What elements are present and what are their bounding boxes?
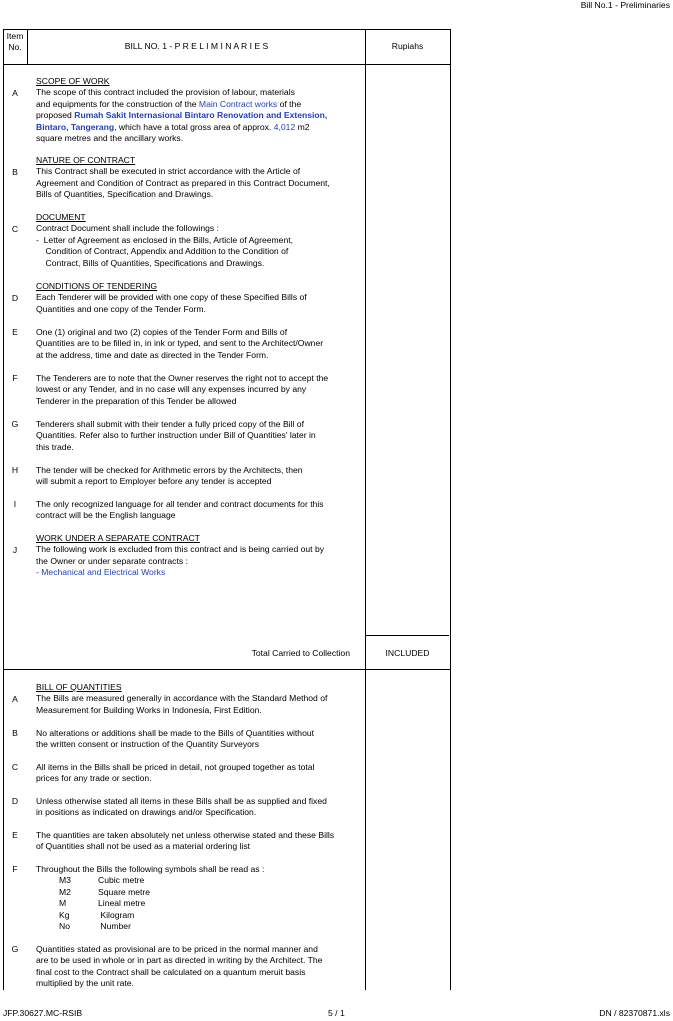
item-letter: B (12, 728, 18, 738)
clause-heading: DOCUMENT (36, 212, 86, 222)
table-top-rule (3, 29, 450, 30)
clause-bill-of-quantities: BILL OF QUANTITIES The Bills are measured generally in accordance with the Standard Method of Measurement for Building Works in Indonesia, First Edition. (36, 682, 356, 716)
excluded-work-item: - Mechanical and Electrical Works (36, 567, 166, 578)
clause-heading: NATURE OF CONTRACT (36, 155, 136, 165)
project-name: Rumah Sakit Internasional Bintaro Renovation and Extension, (74, 110, 328, 121)
item-letter: D (11, 796, 19, 806)
footer-file-ref: DN / 82370871.xls (599, 1008, 670, 1018)
symbol-row: No Number (59, 920, 131, 931)
clause-separate-contract: WORK UNDER A SEPARATE CONTRACT The following work is excluded from this contract and is being carried out by the Owner or under separate contracts : - Mechanical and Electrical Works (36, 533, 356, 579)
symbol-row: M3 Cubic metre (59, 875, 145, 886)
section-divider-rule (3, 669, 450, 670)
clause-nature-of-contract: NATURE OF CONTRACT This Contract shall be executed in strict accordance with the Article of Agreement and Condition of Contract as prepared in this Contract Document, Bills of Quantities, Specification and Drawings. (36, 155, 356, 201)
page-header: Bill No.1 - Preliminaries (580, 0, 670, 10)
table-header-rule (3, 64, 450, 65)
clause-arithmetic-check: The tender will be checked for Arithmetic errors by the Architects, then will submit a report to Employer before any tender is accepted (36, 465, 303, 487)
footer-page-number: 5 / 1 (328, 1008, 345, 1018)
item-letter: G (11, 944, 19, 954)
clause-supplied-and-fixed: Unless otherwise stated all items in these Bills shall be as supplied and fixed in positions as indicated on drawings and/or Specification. (36, 796, 327, 818)
item-letter: C (11, 224, 19, 234)
item-letter: A (12, 88, 18, 98)
symbol-row: M2 Square metre (59, 886, 151, 897)
item-letter: D (11, 293, 19, 303)
item-letter: C (11, 762, 19, 772)
total-box-top-rule (365, 635, 449, 636)
clause-document: DOCUMENT Contract Document shall include the followings : - Letter of Agreement as enclosed in the Bills, Article of Agreement, Condition of Contract, Appendix and Addition to the Condition of Contract, Bills of Quantities, Specifications and Drawings. (36, 212, 356, 269)
symbol-row: M Lineal metre (59, 898, 146, 909)
bill-title: BILL NO. 1 - P R E L I M I N A R I E S (124, 41, 269, 51)
total-value: INCLUDED (385, 648, 430, 658)
item-letter: F (12, 864, 18, 874)
clause-tender-copies: One (1) original and two (2) copies of the Tender Form and Bills of Quantities are to be filled in, in ink or typed, and sent to the Architect/Owner at the address, time and date as directed in the Tender Form. (36, 327, 324, 360)
item-letter: H (11, 465, 19, 475)
gross-area-value: 4,012 (273, 121, 296, 132)
clause-priced-copy: Tenderers shall submit with their tender a fully priced copy of the Bill of Quantities. Refer also to further instruction under Bill of Quantities' later in this trade. (36, 419, 316, 452)
clause-conditions-of-tendering: CONDITIONS OF TENDERING Each Tenderer will be provided with one copy of these Specified Bills of Quantities and one copy of the Tender Form. (36, 281, 356, 315)
footer-document-ref: JFP.30627.MC-RSIB (3, 1008, 83, 1018)
clause-no-alterations: No alterations or additions shall be made to the Bills of Quantities without the written consent or instruction of the Quantity Surveyors (36, 728, 315, 750)
item-letter: E (12, 327, 18, 337)
clause-heading: WORK UNDER A SEPARATE CONTRACT (36, 533, 200, 543)
symbols-list (36, 875, 356, 932)
rupiahs-header: Rupiahs (391, 41, 424, 51)
clause-heading: BILL OF QUANTITIES (36, 682, 122, 692)
symbol-row: Kg Kilogram (59, 909, 135, 920)
item-letter: G (11, 419, 19, 429)
clause-symbols: Throughout the Bills the following symbols shall be read as : M3 Cubic metre M2 Square metre M Lineal metre Kg Kilogram No Number (36, 864, 356, 932)
clause-heading: SCOPE OF WORK (36, 76, 110, 86)
rupiahs-col-divider (365, 29, 366, 990)
item-letter: F (12, 373, 18, 383)
item-letter: I (13, 499, 17, 509)
main-contract-works-link: Main Contract works (198, 98, 278, 109)
clause-provisional-quantities: Quantities stated as provisional are to be priced in the normal manner and are to be used in whole or in part as directed in writing by the Architect. The final cost to the Contract shall be calculated on a quantum meruit basis multiplied by the unit rate. (36, 944, 323, 989)
clause-priced-in-detail: All items in the Bills shall be priced in detail, not grouped together as total prices for any trade or section. (36, 762, 315, 784)
clause-heading: CONDITIONS OF TENDERING (36, 281, 158, 291)
project-location: Bintaro, Tangerang (36, 121, 115, 132)
clause-scope-of-work: SCOPE OF WORK The scope of this contract included the provision of labour, materials and equipments for the construction of the Main Contract works of the proposed Rumah Sakit Internasional Bintaro Renovation and Extension, Bintaro, Tangerang, which have a total gross area of approx. 4,012 m2 square metres and the ancillary works. (36, 76, 356, 144)
item-no-header: Item No. (6, 31, 24, 53)
clause-owner-rights: The Tenderers are to note that the Owner reserves the right not to accept the lowest or any Tender, and in no case will any expenses incurred by any Tenderer in the preparation of this Tender be allowed (36, 373, 329, 406)
total-carried-label: Total Carried to Collection (251, 648, 350, 658)
clause-net-quantities: The quantities are taken absolutely net unless otherwise stated and these Bills of Quantities shall not be used as a material ordering list (36, 830, 335, 852)
item-letter: A (12, 694, 18, 704)
clause-language: The only recognized language for all tender and contract documents for this contract will be the English language (36, 499, 324, 521)
item-letter: E (12, 830, 18, 840)
item-letter: B (12, 167, 18, 177)
item-letter: J (12, 545, 18, 555)
